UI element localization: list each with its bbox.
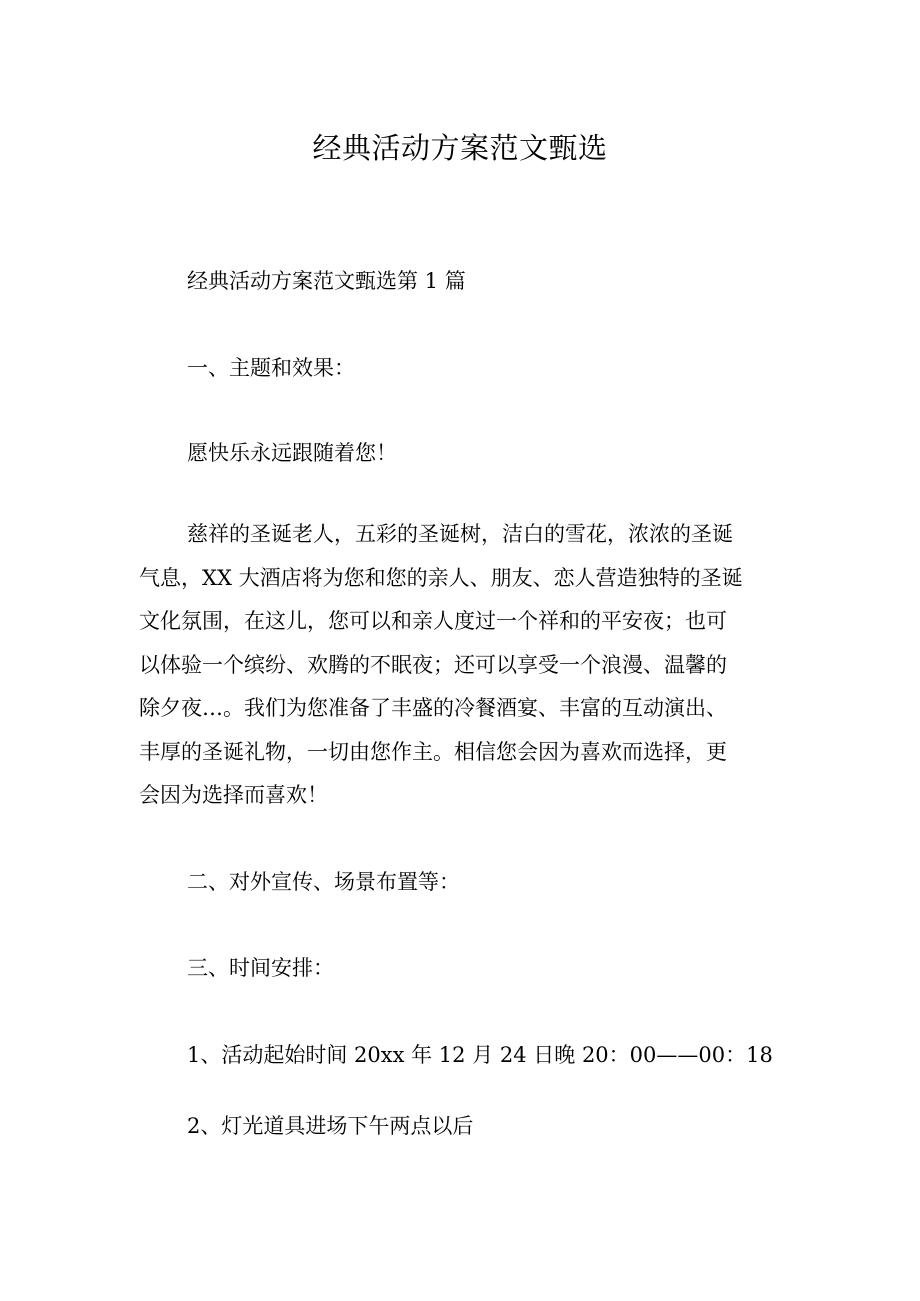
wish-line: 愿快乐永远跟随着您！ bbox=[187, 441, 397, 465]
paragraph-line: 会因为选择而喜欢！ bbox=[139, 783, 328, 807]
paragraph-line: 丰厚的圣诞礼物，一切由您作主。相信您会因为喜欢而选择，更 bbox=[139, 739, 727, 764]
heading-schedule: 三、时间安排： bbox=[187, 956, 334, 980]
heading-publicity-and-setup: 二、对外宣传、场景布置等： bbox=[187, 870, 460, 894]
section-heading: 经典活动方案范文甄选第 1 篇 bbox=[187, 269, 466, 293]
paragraph-line: 除夕夜…。我们为您准备了丰盛的冷餐酒宴、丰富的互动演出、 bbox=[139, 696, 727, 720]
schedule-item-2: 2、灯光道具进场下午两点以后 bbox=[187, 1114, 474, 1138]
heading-theme-and-effect: 一、主题和效果： bbox=[187, 356, 355, 380]
body-paragraph bbox=[139, 513, 799, 818]
paragraph-line: 以体验一个缤纷、欢腾的不眠夜；还可以享受一个浪漫、温馨的 bbox=[139, 652, 727, 677]
paragraph-line: 气息，XX 大酒店将为您和您的亲人、朋友、恋人营造独特的圣诞 bbox=[139, 565, 743, 590]
document-title: 经典活动方案范文甄选 bbox=[312, 131, 608, 165]
paragraph-line: 文化氛围，在这儿，您可以和亲人度过一个祥和的平安夜；也可 bbox=[139, 609, 727, 633]
paragraph-line: 慈祥的圣诞老人，五彩的圣诞树，洁白的雪花，浓浓的圣诞 bbox=[187, 522, 733, 546]
schedule-item-1: 1、活动起始时间 20xx 年 12 月 24 日晚 20：00——00：18 bbox=[187, 1043, 773, 1067]
